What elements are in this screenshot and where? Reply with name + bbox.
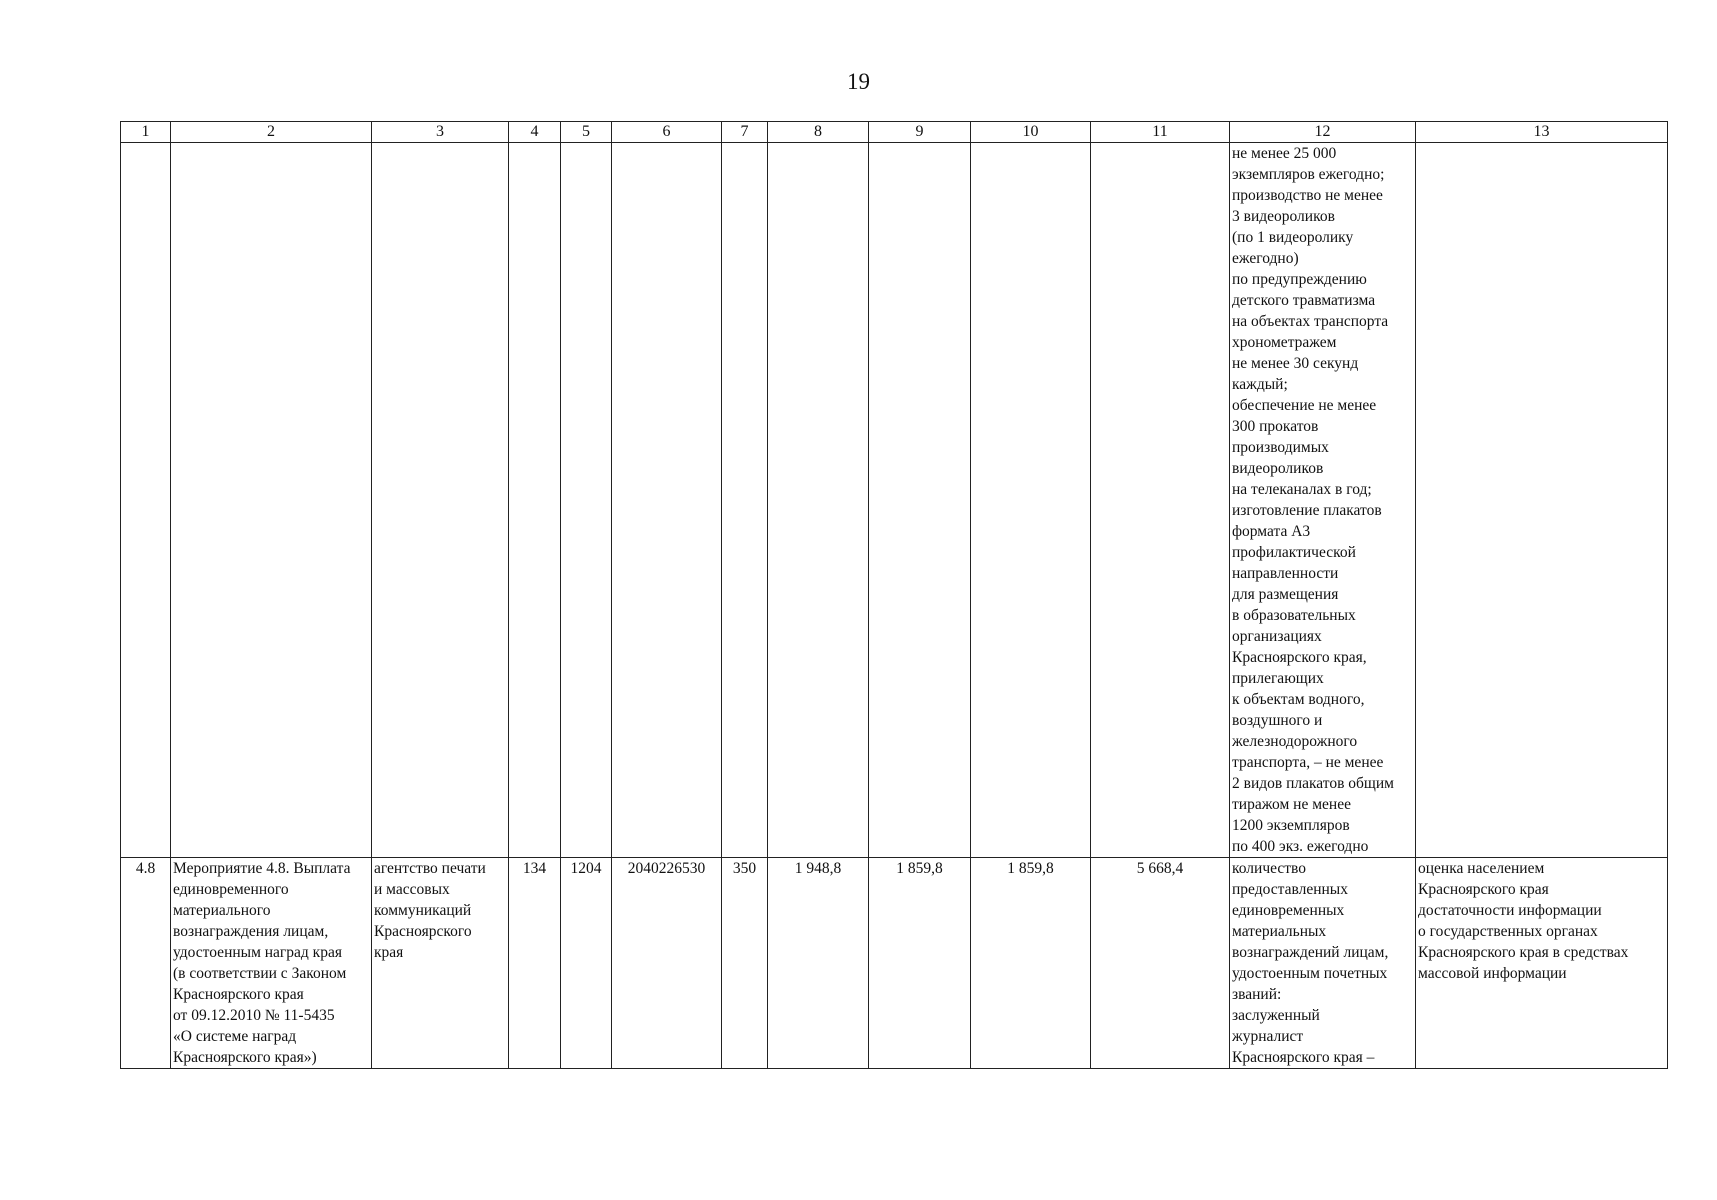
total-amount-cell: 5 668,4 (1091, 858, 1230, 1069)
program-activities-table (120, 121, 1668, 1069)
table-row-4-8 (121, 858, 1668, 1069)
indicator-cell: оценка населением Красноярского края достаточности информации о государственных органах Красноярского края в средствах массовой информации (1416, 858, 1668, 1069)
column-header: 8 (768, 122, 869, 143)
activity-name-cell: Мероприятие 4.8. Выплата единовременного материального вознаграждения лицам, удостоенным наград края (в соответствии с Законом Красноярского края от 09.12.2010 № 11-5435 «О системе наград Красноярского края») (171, 858, 372, 1069)
column-header: 1 (121, 122, 171, 143)
csr-code-cell: 2040226530 (612, 858, 722, 1069)
grbs-code-cell: 134 (509, 858, 561, 1069)
page-number: 19 (847, 69, 870, 94)
column-header: 10 (971, 122, 1091, 143)
empty-cell (768, 143, 869, 858)
empty-cell (612, 143, 722, 858)
empty-cell (1091, 143, 1230, 858)
column-header: 7 (722, 122, 768, 143)
year-1-amount-cell: 1 948,8 (768, 858, 869, 1069)
empty-cell (171, 143, 372, 858)
column-header: 11 (1091, 122, 1230, 143)
column-header: 9 (869, 122, 971, 143)
empty-cell (509, 143, 561, 858)
column-header: 2 (171, 122, 372, 143)
empty-cell (561, 143, 612, 858)
column-number-header-row (121, 122, 1668, 143)
empty-cell (971, 143, 1091, 858)
column-header: 5 (561, 122, 612, 143)
vr-code-cell: 350 (722, 858, 768, 1069)
year-3-amount-cell: 1 859,8 (971, 858, 1091, 1069)
executor-cell: агентство печати и массовых коммуникаций Красноярского края (372, 858, 509, 1069)
empty-cell (722, 143, 768, 858)
column-header: 6 (612, 122, 722, 143)
rzpr-code-cell: 1204 (561, 858, 612, 1069)
year-2-amount-cell: 1 859,8 (869, 858, 971, 1069)
result-description-cell: количество предоставленных единовременных материальных вознаграждений лицам, удостоенным почетных званий: заслуженный журналист Красноярского края – (1230, 858, 1416, 1069)
table-row-continuation (121, 143, 1668, 858)
empty-cell (1416, 143, 1668, 858)
column-header: 13 (1416, 122, 1668, 143)
column-header: 4 (509, 122, 561, 143)
column-header: 12 (1230, 122, 1416, 143)
item-number-cell: 4.8 (121, 858, 171, 1069)
result-description-cell: не менее 25 000 экземпляров ежегодно; производство не менее 3 видеороликов (по 1 видеоролику ежегодно) по предупреждению детского травматизма на объектах транспорта хронометражем не менее 30 секунд каждый; обеспечение не менее 300 прокатов производимых видеороликов на телеканалах в год; изготовление плакатов формата А3 профилактической направленности для размещения в образовательных организациях Красноярского края, прилегающих к объектам водного, воздушного и железнодорожного транспорта, – не менее 2 видов плакатов общим тиражом не менее 1200 экземпляров по 400 экз. ежегодно (1230, 143, 1416, 858)
empty-cell (869, 143, 971, 858)
empty-cell (372, 143, 509, 858)
column-header: 3 (372, 122, 509, 143)
empty-cell (121, 143, 171, 858)
